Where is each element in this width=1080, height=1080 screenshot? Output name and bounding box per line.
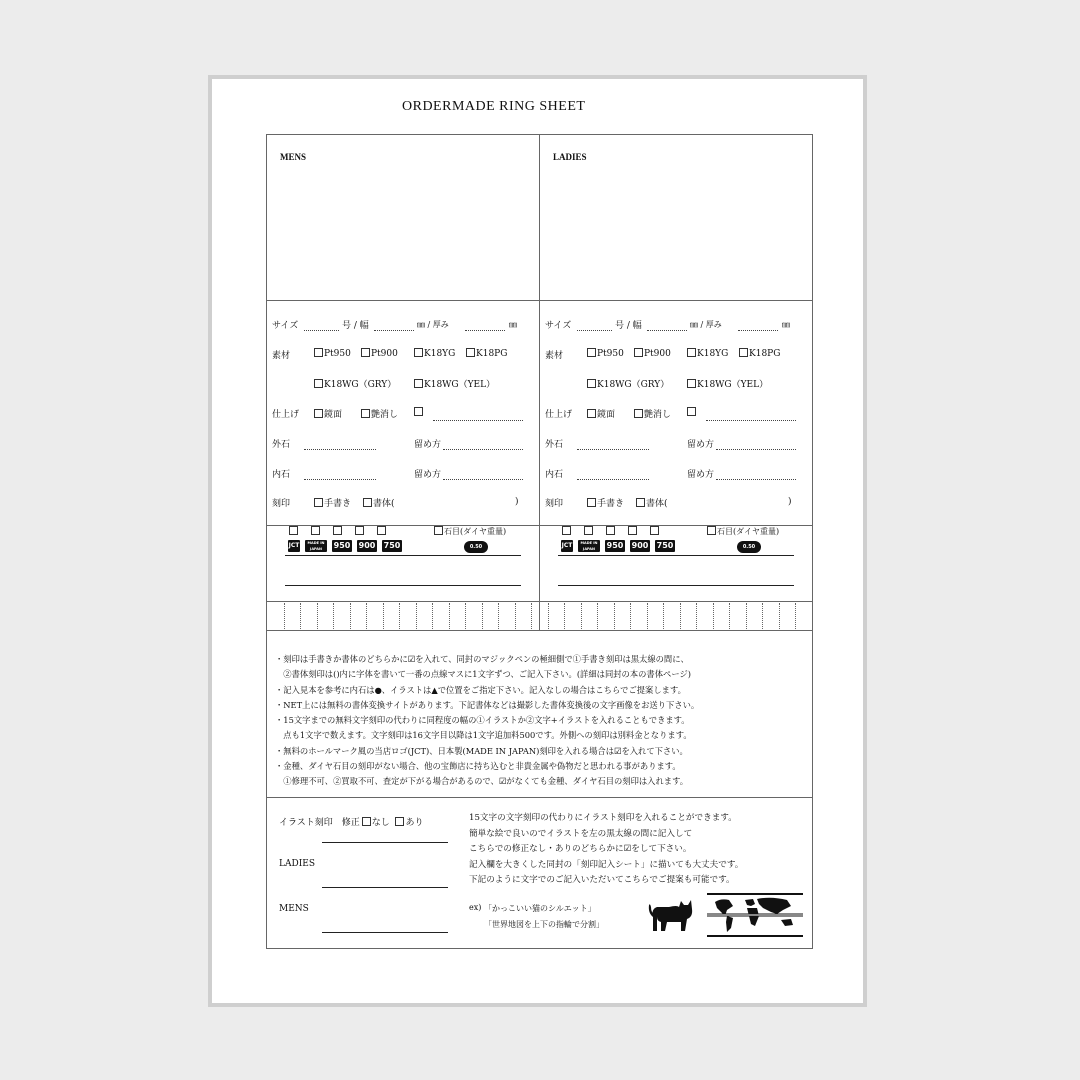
material-option[interactable]: Pt950 — [314, 348, 351, 359]
engrave-label: 刻印 — [545, 499, 564, 509]
width-field[interactable] — [647, 330, 687, 331]
cat-silhouette-icon — [647, 895, 695, 933]
instruction-line: 下記のように文字でのご記入いただいてこちらでご提案も可能です。 — [469, 875, 735, 885]
character-cell-divider — [795, 603, 796, 629]
note-line: ・NET上には無料の書体変換サイトがあります。下記書体などは撮影した書体変換後の文字画像をお送り下さい。 — [275, 699, 700, 710]
form-grid — [266, 134, 813, 949]
outer-stone-label: 外石 — [272, 440, 291, 450]
checkbox[interactable] — [314, 379, 323, 388]
engrave-line[interactable] — [285, 585, 521, 586]
character-cell-divider — [515, 603, 516, 629]
checkbox[interactable] — [687, 379, 696, 388]
size-go-label: 号 / 幅 — [615, 321, 642, 331]
checkbox[interactable] — [363, 498, 372, 507]
note-line: ・刻印は手書きか書体のどちらかに☑を入れて、同封のマジックペンの極細側で①手書き刻印は黒太線の間に、 — [275, 654, 689, 664]
illustration-ladies-label: LADIES — [279, 859, 315, 869]
setting-label: 留め方 — [687, 470, 715, 480]
size-label: サイズ — [272, 321, 299, 331]
character-cell-divider — [333, 603, 334, 629]
note-line: ・記入見本を参考に内石は●、イラストは▲で位置をご指定下さい。記入なしの場合はこちらでご提案します。 — [275, 684, 686, 695]
checkbox[interactable] — [562, 526, 571, 535]
example-line: 「世界地図を上下の指輪で分割」 — [484, 920, 604, 929]
made-in-japan-mark: MADE IN JAPAN — [578, 540, 600, 552]
thickness-field[interactable] — [738, 330, 778, 331]
illustration-mens-label: MENS — [279, 904, 309, 914]
world-map-icon — [707, 892, 803, 938]
thickness-label: ㎜ / 厚み — [690, 320, 722, 329]
setting-label: 留め方 — [414, 440, 442, 450]
mark-checkboxes[interactable] — [289, 526, 387, 537]
size-field[interactable] — [304, 330, 339, 331]
diamond-weight-mark: 0.50 — [737, 541, 761, 553]
character-cell-divider — [630, 603, 631, 629]
character-cell-divider — [663, 603, 664, 629]
ladies-header: LADIES — [553, 152, 587, 162]
character-cell-divider — [729, 603, 730, 629]
checkbox[interactable] — [355, 526, 364, 535]
checkbox[interactable] — [377, 526, 386, 535]
note-line: 点も1文字で数えます。文字刻印は16文字目以降は1文字追加料500です。外側への刻印は別料金となります。 — [275, 730, 692, 741]
material-option[interactable]: K18WG（YEL） — [687, 377, 768, 390]
character-cell-divider — [399, 603, 400, 629]
checkbox[interactable] — [634, 409, 643, 418]
finish-label: 仕上げ — [272, 410, 300, 420]
checkbox[interactable] — [395, 817, 404, 826]
character-cell-divider — [680, 603, 681, 629]
checkbox[interactable] — [636, 498, 645, 507]
checkbox[interactable] — [466, 348, 475, 357]
material-label: 素材 — [545, 351, 564, 361]
checkbox[interactable] — [314, 348, 323, 357]
engrave-line[interactable] — [285, 555, 521, 556]
checkbox[interactable] — [361, 409, 370, 418]
setting-field[interactable] — [716, 479, 796, 480]
material-option[interactable]: K18WG（YEL） — [414, 377, 495, 390]
character-cell-divider — [416, 603, 417, 629]
checkbox[interactable] — [333, 526, 342, 535]
outer-stone-field[interactable] — [577, 449, 649, 450]
finish-other-option[interactable] — [414, 407, 424, 418]
character-cell-divider — [482, 603, 483, 629]
character-cell-divider — [779, 603, 780, 629]
instruction-line: 記入欄を大きくした同封の「刻印記入シート」に描いても大丈夫です。 — [469, 859, 744, 870]
character-cell-divider — [696, 603, 697, 629]
checkbox[interactable] — [606, 526, 615, 535]
checkbox[interactable] — [414, 379, 423, 388]
750-mark: 750 — [656, 541, 674, 550]
material-option[interactable]: K18PG — [739, 348, 780, 359]
mens-header: MENS — [280, 152, 307, 162]
checkbox[interactable] — [650, 526, 659, 535]
character-cell-divider — [300, 603, 301, 629]
character-cell-divider — [548, 603, 549, 629]
checkbox[interactable] — [414, 407, 423, 416]
inner-stone-field[interactable] — [577, 479, 649, 480]
character-cell-divider — [713, 603, 714, 629]
character-cell-divider — [564, 603, 565, 629]
outer-stone-field[interactable] — [304, 449, 376, 450]
checkbox[interactable] — [414, 348, 423, 357]
material-option[interactable]: K18PG — [466, 348, 507, 359]
character-cell-divider — [284, 603, 285, 629]
made-in-japan-mark: MADE IN JAPAN — [305, 540, 327, 552]
width-field[interactable] — [374, 330, 414, 331]
finish-label: 仕上げ — [545, 410, 573, 420]
character-cell-divider — [762, 603, 763, 629]
material-option[interactable]: K18WG（GRY） — [314, 377, 396, 390]
inner-stone-label: 内石 — [272, 470, 291, 480]
character-cell-divider — [614, 603, 615, 629]
checkbox[interactable] — [314, 409, 323, 418]
note-line: ・15文字までの無料文字刻印の代わりに同程度の幅の①イラストか②文字+イラストを入れることもできます。 — [275, 715, 690, 726]
character-cell-divider — [746, 603, 747, 629]
mm-label: ㎜ — [782, 320, 790, 329]
checkbox[interactable] — [311, 526, 320, 535]
character-cell-divider — [597, 603, 598, 629]
instruction-line: 簡単な絵で良いのでイラストを左の黒太線の間に記入して — [469, 828, 693, 839]
checkbox[interactable] — [707, 526, 716, 535]
finish-option[interactable]: 艶消し — [361, 407, 398, 420]
example-line: 「かっこいい猫のシルエット」 — [484, 904, 596, 913]
engrave-option[interactable]: 書体( — [636, 496, 668, 509]
jct-mark: JCT — [561, 540, 573, 552]
size-field[interactable] — [577, 330, 612, 331]
engrave-line[interactable] — [558, 585, 794, 586]
setting-field[interactable] — [716, 449, 796, 450]
jct-mark: JCT — [288, 540, 300, 552]
checkbox[interactable] — [314, 498, 323, 507]
character-cell-divider — [383, 603, 384, 629]
checkbox[interactable] — [739, 348, 748, 357]
example-prefix: ex) — [469, 903, 482, 912]
checkbox[interactable] — [587, 348, 596, 357]
material-option[interactable]: Pt900 — [361, 348, 398, 359]
checkbox[interactable] — [434, 526, 443, 535]
setting-label: 留め方 — [414, 470, 442, 480]
character-cell-divider — [531, 603, 532, 629]
ladies-column — [540, 135, 812, 630]
material-label: 素材 — [272, 351, 291, 361]
checkbox[interactable] — [587, 409, 596, 418]
illustration-line[interactable] — [322, 932, 448, 933]
checkbox[interactable] — [587, 379, 596, 388]
material-option[interactable]: K18YG — [414, 348, 455, 359]
inner-stone-label: 内石 — [545, 470, 564, 480]
checkbox[interactable] — [628, 526, 637, 535]
illustration-label: イラスト刻印 修正 なし あり — [279, 818, 424, 828]
checkbox[interactable] — [361, 348, 370, 357]
finish-option[interactable]: 艶消し — [634, 407, 671, 420]
setting-field[interactable] — [443, 479, 523, 480]
finish-other-field[interactable] — [706, 420, 796, 421]
illustration-instructions — [469, 811, 743, 889]
checkbox[interactable] — [687, 348, 696, 357]
character-cell-divider — [647, 603, 648, 629]
checkbox[interactable] — [587, 498, 596, 507]
finish-option[interactable]: 鏡面 — [314, 407, 342, 420]
checkbox[interactable] — [687, 407, 696, 416]
setting-field[interactable] — [443, 449, 523, 450]
900-mark: 900 — [631, 541, 649, 550]
instruction-line: 15文字の文字刻印の代わりにイラスト刻印を入れることができます。 — [469, 813, 737, 823]
checkbox[interactable] — [634, 348, 643, 357]
engrave-close: ) — [515, 497, 519, 507]
750-mark: 750 — [383, 541, 401, 550]
950-mark: 950 — [333, 541, 351, 550]
note-line: ・無料のホールマーク風の当店ロゴ(JCT)、日本製(MADE IN JAPAN)刻印を入れる場合は☑を入れて下さい。 — [275, 745, 688, 756]
instruction-line: こちらでの修正なし・ありのどちらかに☑をして下さい。 — [469, 844, 692, 854]
checkbox[interactable] — [289, 526, 298, 535]
material-option[interactable]: Pt900 — [634, 348, 671, 359]
size-label: サイズ — [545, 321, 572, 331]
outer-stone-label: 外石 — [545, 440, 564, 450]
mm-label: ㎜ — [509, 320, 517, 329]
material-option[interactable]: K18WG（GRY） — [587, 377, 669, 390]
finish-other-field[interactable] — [433, 420, 523, 421]
engrave-line[interactable] — [558, 555, 794, 556]
engrave-close: ) — [788, 497, 792, 507]
character-cell-divider — [366, 603, 367, 629]
setting-label: 留め方 — [687, 440, 715, 450]
finish-other-option[interactable] — [687, 407, 697, 418]
inner-stone-field[interactable] — [304, 479, 376, 480]
finish-option[interactable]: 鏡面 — [587, 407, 615, 420]
character-cell-divider — [498, 603, 499, 629]
thickness-label: ㎜ / 厚み — [417, 320, 449, 329]
checkbox[interactable] — [584, 526, 593, 535]
engrave-option[interactable]: 手書き — [587, 496, 624, 509]
note-line: ②書体刻印は()内に字体を書いて一番の点線マスに1文字ずつ、ご記入下さい。(詳細は同封の本の書体ページ) — [275, 669, 691, 680]
stone-mark-option[interactable]: 石目(ダイヤ重量) — [707, 526, 779, 537]
900-mark: 900 — [358, 541, 376, 550]
material-option[interactable]: Pt950 — [587, 348, 624, 359]
stone-mark-option[interactable]: 石目(ダイヤ重量) — [434, 526, 506, 537]
note-line: ①修理不可、②買取不可、査定が下がる場合があるので、☑がなくても金種、ダイヤ石目の刻印は入れます。 — [275, 776, 688, 787]
divider-line — [267, 630, 812, 631]
mark-checkboxes[interactable] — [562, 526, 660, 537]
notes-section — [275, 652, 810, 790]
950-mark: 950 — [606, 541, 624, 550]
character-cell-divider — [581, 603, 582, 629]
character-cell-divider — [432, 603, 433, 629]
sheet-title: ORDERMADE RING SHEET — [402, 99, 586, 114]
character-grid-row[interactable] — [267, 602, 812, 630]
material-option[interactable]: K18YG — [687, 348, 728, 359]
diamond-weight-mark: 0.50 — [464, 541, 488, 553]
divider-line — [267, 797, 812, 798]
engrave-label: 刻印 — [272, 499, 291, 509]
illustration-line[interactable] — [322, 887, 448, 888]
character-cell-divider — [350, 603, 351, 629]
note-line: ・金種、ダイヤ石目の刻印がない場合、他の宝飾店に持ち込むと非貴金属や偽物だと思われる事があります。 — [275, 761, 681, 772]
checkbox[interactable] — [362, 817, 371, 826]
illustration-line[interactable] — [322, 842, 448, 843]
engrave-option[interactable]: 書体( — [363, 496, 395, 509]
character-cell-divider — [317, 603, 318, 629]
order-sheet — [208, 75, 867, 1007]
thickness-field[interactable] — [465, 330, 505, 331]
size-go-label: 号 / 幅 — [342, 321, 369, 331]
character-cell-divider — [465, 603, 466, 629]
engrave-option[interactable]: 手書き — [314, 496, 351, 509]
character-cell-divider — [449, 603, 450, 629]
